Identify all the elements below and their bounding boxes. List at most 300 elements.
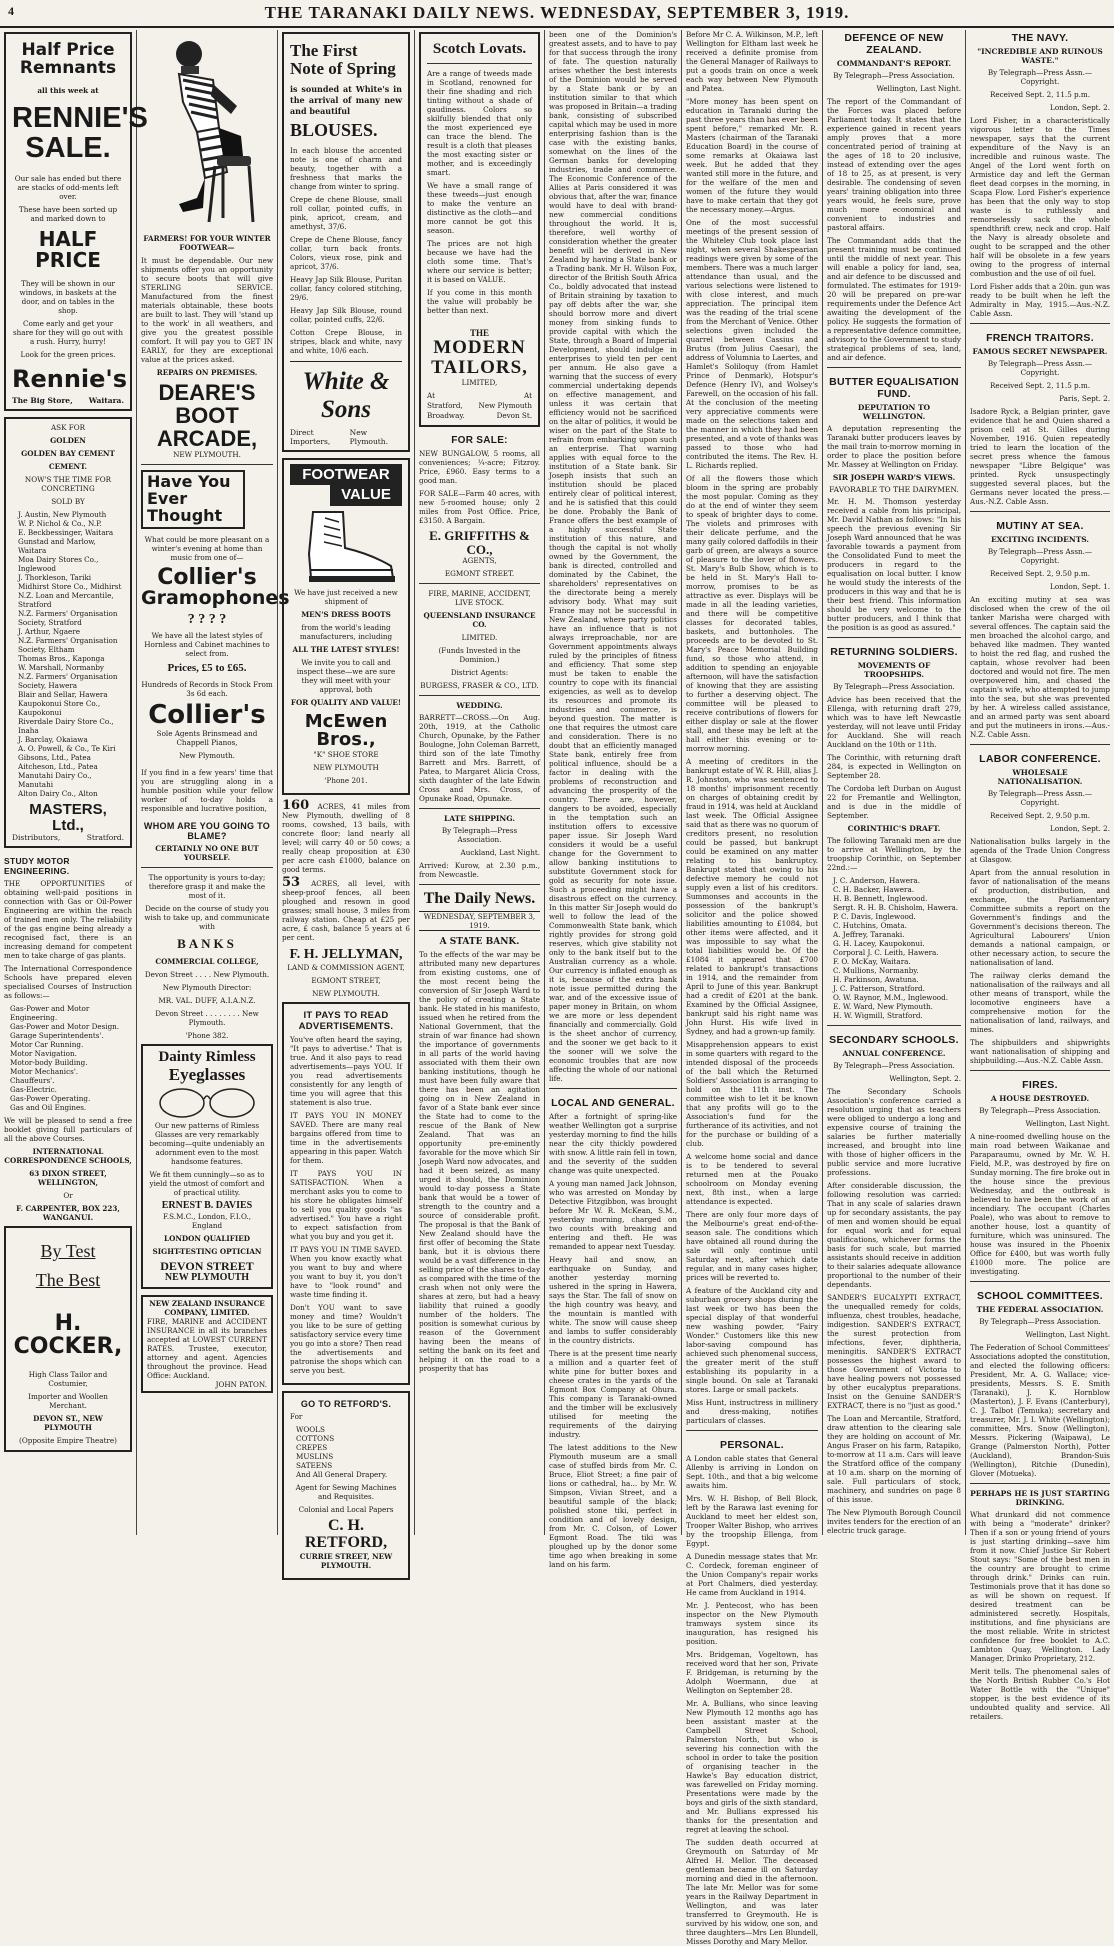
collier-prices: Prices, £5 to £65. bbox=[167, 662, 247, 675]
tailors-tailors: TAILORS, bbox=[431, 357, 528, 379]
schools-p1: The Secondary Schools Association's conference carried a resolution urging that as teachers were obliged to undergo a long and expensive course of training the salaries be further materially increased, and brought into line with those of higher officers in the public service and more lucrative professions. bbox=[827, 1087, 961, 1177]
divider bbox=[970, 323, 1110, 324]
divider bbox=[419, 583, 540, 584]
column-4 bbox=[415, 30, 545, 1535]
committees-heading: SCHOOL COMMITTEES. bbox=[977, 1290, 1103, 1302]
schools-tel: By Telegraph—Press Association. bbox=[833, 1061, 955, 1070]
collier-ad bbox=[141, 470, 290, 814]
scotch-p2: We have a small range of these tweeds—just enough to make the venture an distinctive as the cloth—and more cannot be got this season. bbox=[427, 180, 532, 235]
it-pays-p1: You've often heard the saying, "It pays to advertise." That is true. And it also pays to read advertisements—pays YOU. If you read advertisements consistently for any length of time you will agree that this statement is also true. bbox=[290, 1035, 402, 1108]
schools-p2: After considerable discussion, the following resolution was carried: That in any scale of salaries drawn up for secondary assistants, the pay of men and women should be equal for equal work and for equal qualifications, whichever forms the basis for such scale, but married assistants should receive in addition to their salaries adequate allowance proportional to the number of their dependants. bbox=[827, 1181, 961, 1289]
soldier-name-item: H. Parkinson, Awatuna. bbox=[833, 975, 919, 984]
tailors-the: THE bbox=[469, 327, 489, 338]
corinthic-p1: The following Taranaki men are due to arrive at Wellington, by the troopship Corinthic, on September 22nd.:— bbox=[827, 836, 961, 872]
news-p5: A meeting of creditors in the bankrupt estate of W. R. Hill, alias J. R. Johnston, who was sentenced to 18 months' imprisonment recently on charges of obtaining credit by fraud in 1914, was held at Auckland last week. The Official Assignee said that as there was no quorum of creditors present, no resolution could be passed, but bankrupt could be examined on any matter relating to his bankruptcy. Bankrupt stated that owing to his defective memory he could not supply even a list of his creditors. Summonses and accounts in the possession of the bankrupt's solicitor and the police showed liabilities amounting to £1084, but other items were affected, and it was impossible to say what the total liabilities would be. Of the £1084 it appeared that £700 related to bankrupt's transactions in 1914, and the remainder from April to June of this year. Bankrupt had a credit of £201 at the bank. Examined by the Official Assignee, bankrupt said his right name was John Hurst. His wife lived in Sydney, and had a grown-up family. bbox=[686, 757, 818, 1036]
collier-p1: What could be more pleasant on a winter's evening at home than music from one of— bbox=[144, 534, 270, 562]
davies-london: LONDON QUALIFIED bbox=[164, 1233, 250, 1243]
seller-item: N.Z. Farmers' Organisation Society, Eltham bbox=[18, 635, 118, 654]
course-item: Motor-body Building. bbox=[10, 1058, 88, 1068]
cocker-name: H. COCKER, bbox=[13, 1311, 123, 1360]
labor-heading: LABOR CONFERENCE. bbox=[979, 753, 1101, 765]
divider bbox=[419, 695, 540, 696]
collier-records: Hundreds of Records in Stock From 3s 6d each. bbox=[141, 679, 273, 698]
deare-boot: BOOT bbox=[175, 403, 239, 429]
davies-town: NEW PLYMOUTH bbox=[164, 1271, 250, 1283]
navy-rec: Received Sept. 2, 11.5 p.m. bbox=[989, 90, 1091, 99]
ics-addr2: F. CARPENTER, BOX 223, WANGANUI. bbox=[16, 1204, 120, 1223]
rennie-half-price: HALF PRICE bbox=[35, 226, 101, 272]
qic-p1: FIRE, MARINE, ACCIDENT, LIVE STOCK. bbox=[428, 589, 531, 608]
retford-papers: Colonial and Local Papers bbox=[298, 1505, 394, 1515]
loan-p1: The Loan and Mercantile, Stratford, draw attention to the clearing sale they are holding on account of Mr. Angus Fraser on his farm, Ratapiko, to-morrow at 11 a.m. Cars will leave the Stratford office of the company at 10 a.m. sharp on the morning of sale. Full particulars of stock, machinery, and sundries on page 8 of this issue. bbox=[827, 1414, 961, 1504]
borough-p1: The New Plymouth Borough Council invites tenders for the erection of an electric truck garage. bbox=[827, 1508, 961, 1535]
retford-good-item: COTTONS bbox=[296, 1434, 335, 1444]
divider bbox=[970, 511, 1110, 512]
butter-sub: DEPUTATION TO WELLINGTON. bbox=[857, 403, 931, 421]
seller-item: Blair and Sellar, Hawera bbox=[18, 689, 108, 699]
defence-p2: The Commandant adds that the present training must be continued until the middle of next year. This will enable a policy for land, sea, and air defence to be discussed and formulated. The estimates for 1919-20 will be prepared on pre-war requirements under the Defence Act awaiting the development of the policy. He suggests the formation of a representative defence committee, advisory to the Government to study strategical problems of sea, land, and air defence. bbox=[827, 236, 961, 362]
soldier-name-item: E. W. Ward, New Plymouth. bbox=[833, 1002, 933, 1011]
news-p4: Of all the flowers those which bloom in the spring are probably the most popular. Coming as they do at the end of winter they seem to speak of brighter days to come. The violets and primroses with their delicate perfume, and the many gaily colored daffodils in their garb of green, are always a source of pleasure to the lover of flowers. St. Mary's Bulb Show, which is to be held in St. Mary's Hall to-morrow, promises to be as attractive as ever. Displays will be made in all the leading varieties, and there will be competitive classes for decorated tables, baskets, and buttonholes. The proceeds are to be devoted to St. Mary's Peace Memorial Building fund, so those who attend, in addition to spending an enjoyable afternoon, will have the satisfaction of knowing that they are assisting to further a deserving object. The committee will be pleased to receive contributions of flowers for either display or sale at the flower stall, and these may be left at the hall either this evening or to-morrow morning. bbox=[686, 474, 818, 753]
it-pays-p4: IT PAYS YOU IN TIME SAVED. When you know exactly what you want to buy and where you want to buy it, you don't have to "look round" and waste time finding it. bbox=[290, 1245, 402, 1300]
schools-sub: ANNUAL CONFERENCE. bbox=[842, 1049, 946, 1058]
divider bbox=[419, 808, 540, 809]
french-rec: Received Sept. 2, 11.5 p.m. bbox=[989, 381, 1091, 390]
cocker-by-test: By Test bbox=[40, 1241, 96, 1262]
eyeglasses-p1: Our new patterns of Rimless Glasses are very remarkably becoming—quite undeniably an adornment even to the most handsome features. bbox=[149, 1121, 265, 1167]
fires-tel: By Telegraph—Press Association. bbox=[979, 1106, 1101, 1115]
eyeglasses-l2: Eyeglasses bbox=[168, 1064, 246, 1084]
white-sons-imp: Direct Importers, bbox=[290, 427, 331, 446]
banks-p2: Decide on the course of study you wish to take up, and communicate with bbox=[144, 904, 270, 932]
it-pays-p3: IT PAYS YOU IN SATISFACTION. When a merchant asks you to come to his store he obligates himself to sell you quality goods "as advertised." You have a right to expect satisfaction from what you buy and you get it. bbox=[290, 1169, 402, 1242]
modern-tailors-ad bbox=[419, 32, 540, 427]
rennie-foot-left: The Big Store, bbox=[12, 395, 73, 405]
nzi-body: FIRE, MARINE and ACCIDENT INSURANCE in all its branches accepted at LOWEST CURRENT RATES. Trustee, executor, attorney and agent. Agencies throughout the province. Head Office: Auckland. bbox=[147, 1317, 267, 1381]
it-pays-ad bbox=[282, 1002, 410, 1385]
seller-item: N.Z. Farmers' Organisation Society, Stratford bbox=[18, 608, 118, 627]
labor-sub: WHOLESALE NATIONALISATION. bbox=[997, 768, 1083, 786]
masters-dist: Distributors, bbox=[12, 833, 61, 843]
it-pays-heading: IT PAYS TO READ ADVERTISEMENTS. bbox=[298, 1010, 394, 1033]
study-p1: THE OPPORTUNITIES of obtaining well-paid positions in connection with Gas or Oil-Power Engineering are within the reach of trained men only. The reliability of the gas engine being already a recognised fact, there is an increasing demand for competent men to take charge of gas plants. bbox=[4, 879, 132, 961]
eyeglasses-p2: We fit them cunningly—so as to yield the utmost of comfort and of practical utility. bbox=[149, 1170, 265, 1198]
divider bbox=[970, 1483, 1110, 1484]
seller-item: W. P. Nichol & Co., N.P. bbox=[18, 518, 102, 528]
ward-sub: FAVORABLE TO THE DAIRYMEN. bbox=[829, 485, 959, 494]
land-ad-text: ACRES, 41 miles from New Plymouth, dwelling of 8 rooms, cowshed, 13 bails, with concrete floor; land nearly all level; will carry 40 or 50 cows; a really cheap proposition at £30 per acre cash £1000, balance on good terms. bbox=[282, 802, 410, 875]
seller-item: E. Beckbessinger, Waitara bbox=[18, 527, 114, 537]
seller-item: Thomas Bros., Kaponga bbox=[18, 653, 105, 663]
seller-item: Manutahi Dairy Co., Manutahi bbox=[18, 770, 92, 789]
ics-or: Or bbox=[63, 1191, 73, 1201]
banks-ad bbox=[141, 873, 273, 1040]
defence-sub: COMMANDANT'S REPORT. bbox=[836, 59, 952, 68]
personal-heading: PERSONAL. bbox=[720, 1439, 784, 1451]
mutiny-tel: By Telegraph—Press Assn.—Copyright. bbox=[987, 547, 1093, 565]
soldier-name-item: G. H. Lacey, Kaupokonui. bbox=[833, 939, 925, 948]
rennie-footer bbox=[12, 396, 124, 405]
divider bbox=[419, 884, 540, 885]
retford-goods bbox=[296, 1425, 402, 1479]
cocker-p3: DEVON ST., NEW PLYMOUTH bbox=[33, 1414, 103, 1433]
butter-heading: BUTTER EQUALISATION FUND. bbox=[829, 376, 959, 400]
whom-heading: WHOM ARE YOU GOING TO BLAME? bbox=[143, 821, 271, 842]
course-item: Motor Navigation. bbox=[10, 1049, 77, 1059]
rennie-p4: Come early and get your share for they will go out with a rush. Hurry, hurry! bbox=[12, 318, 124, 346]
mcewen-town: NEW PLYMOUTH bbox=[313, 763, 379, 773]
divider bbox=[827, 637, 961, 638]
rennie-foot-right: Waitara. bbox=[88, 395, 124, 405]
scotch-p1: Are a range of tweeds made in Scotland, renowned for their fine shading and rich tinting without a shade of gaudiness. Colors so skilfully blended that only the most experienced eye can trace the blend. The result is a cloth that pleases the most exacting sister or mother, and is exceedingly smart. bbox=[427, 68, 532, 177]
defence-place: Wellington, Last Night. bbox=[876, 84, 961, 93]
mcewen-shop: "K" SHOE STORE bbox=[313, 750, 379, 760]
banks-person: MR. VAL. DUFF, A.I.A.N.Z. bbox=[158, 995, 256, 1005]
schools-heading: SECONDARY SCHOOLS. bbox=[829, 1034, 959, 1046]
qic-name: QUEENSLAND INSURANCE CO. bbox=[423, 611, 536, 630]
land-ad-acres: 53 bbox=[282, 875, 312, 891]
course-item: Motor Car Running. bbox=[10, 1040, 84, 1050]
jellyman-st: EGMONT STREET, bbox=[311, 976, 381, 986]
masthead-title: THE TARANAKI DAILY NEWS. WEDNESDAY, SEPTEMBER 3, 1919. bbox=[264, 3, 850, 22]
personal-p3: A Dunedin message states that Mr. C. Cordeck, foreman engineer of the Union Company's repair works at Port Chalmers, died yesterday. He came from Auckland in 1914. bbox=[686, 1552, 818, 1597]
davies-street: DEVON STREET bbox=[160, 1258, 254, 1273]
french-tel: By Telegraph—Press Assn.—Copyright. bbox=[987, 359, 1093, 377]
white-sons-footer bbox=[290, 428, 402, 446]
seller-item: W. Marshall, Normanby bbox=[18, 662, 104, 672]
ward-p1: Mr. H. M. Thomson yesterday received a cable from his principal, Mr. David Nathan as follows: "In his speech the previous evening Sir Joseph Ward announced that he was favorable towards a payment from the Consolidated Fund to meet the producers in regard to the equalisation on local butter. I know he would study the interests of the producers in this way and that he is their best friend. This information should be very welcome to the butter producers, and I think that the position is as good as assured." bbox=[827, 497, 961, 632]
qic-p4: BURGESS, FRASER & CO., LTD. bbox=[420, 681, 539, 691]
collier-name-2: Collier's bbox=[148, 699, 266, 730]
soldier-name-item: J. C. Patterson, Stratford. bbox=[833, 984, 925, 993]
mutiny-rec: Received Sept. 2, 9.50 p.m. bbox=[989, 569, 1091, 578]
soldier-name-item: Corporal J. C. Leith, Hawera. bbox=[833, 948, 939, 957]
rennie-logo: Rennie's bbox=[12, 364, 128, 393]
news-p7: A welcome home social and dance is to be tendered to several returned men at the Pouako schoolroom on Monday evening next, 8th inst., when a large attendance is expected. bbox=[686, 1152, 818, 1206]
retford-ad bbox=[282, 1391, 410, 1580]
navy-heading: THE NAVY. bbox=[1011, 32, 1069, 44]
soldier-name-item: H. B. Bennett, Inglewood. bbox=[833, 894, 928, 903]
seller-item: Gibsons, Ltd., Patea bbox=[18, 752, 91, 762]
it-pays-p5: Don't YOU want to save money and time? Wouldn't you like to be sure of getting satisfactory service every time you go into a store? Then read the advertisements and patronise the shops which can serve you best. bbox=[290, 1303, 402, 1376]
seller-item: A. O. Powell, & Co., Te Kiri bbox=[18, 743, 116, 753]
local-p4: There is at the present time nearly a million and a quarter feet of white pine for butter boxes and cheese crates in the yards of the Egmont Box Company at Ohura. This company is Taranaki-owned and the timber will be exclusively utilised for meeting the requirements of the dairying industry. bbox=[549, 1349, 677, 1439]
deare-body: It must be dependable. Our new shipments offer you an opportunity to secure boots that will give STERLING SERVICE. Manufactured from the finest materials obtainable, these boots are built to last. They will 'stand up to the work' in all weathers, and give you the greatest possible comfort. It will pay you to GET IN EARLY, for they are exceptional value at the prices asked. bbox=[141, 256, 273, 364]
soldiers-sub: MOVEMENTS OF TROOPSHIPS. bbox=[857, 661, 931, 679]
cement-cement: CEMENT. bbox=[48, 461, 88, 471]
divider bbox=[970, 1281, 1110, 1282]
cocker-the-best: The Best bbox=[35, 1270, 101, 1291]
divider bbox=[827, 1025, 961, 1026]
retford-name: C. H. RETFORD, bbox=[304, 1517, 388, 1551]
retford-good-item: And All General Drapery. bbox=[296, 1470, 388, 1480]
banks-college: COMMERCIAL COLLEGE, bbox=[155, 956, 259, 966]
navy-place: London, Sept. 2. bbox=[1050, 103, 1110, 112]
spring-l1: The First bbox=[290, 41, 358, 60]
mcewen-ad bbox=[282, 458, 410, 796]
seller-item: J. Thorkleson, Tariki bbox=[18, 572, 92, 582]
committees-sub: THE FEDERAL ASSOCIATION. bbox=[976, 1305, 1104, 1314]
deare-town: NEW PLYMOUTH. bbox=[173, 450, 241, 460]
soldier-name-item: A. Jeffrey, Taranaki. bbox=[833, 930, 905, 939]
soldiers-p1: Advice has been received that the Ellenga, with returning draft 279, which was to have left Newcastle yesterday, will not leave until Friday for Auckland. She will reach Auckland on the 10th or 11th. bbox=[827, 695, 961, 749]
mcewen-p3: from the world's leading manufacturers, including bbox=[299, 622, 393, 641]
personal-p2: Mrs. W. H. Bishop, of Bell Block, left by the Rarawa last evening for Auckland to meet her eldest son, Trooper Walter Bishop, who arrives by the troopship Ellenga, from Egypt. bbox=[686, 1494, 818, 1548]
collier-ever-thought: Ever Thought bbox=[147, 489, 223, 525]
mcewen-p1: We have just received a new shipment of bbox=[294, 587, 398, 606]
blouse-item: Crepe de chene Blouse, small roll collar, pointed cuffs, in pink, apricot, cream, and amethyst, 37/6. bbox=[290, 194, 402, 231]
ics-name: INTERNATIONAL CORRESPONDENCE SCHOOLS, bbox=[4, 1147, 132, 1166]
soldier-name-item: Sergt. R. H. B. Chisholm, Hawera. bbox=[833, 903, 959, 912]
certainly-line: CERTAINLY NO ONE BUT YOURSELF. bbox=[155, 844, 259, 863]
cement-ask: ASK FOR bbox=[50, 422, 86, 432]
retford-agent: Agent for Sewing Machines and Requisites. bbox=[295, 1483, 397, 1502]
column-3 bbox=[278, 30, 415, 1570]
land-ad-item bbox=[282, 798, 410, 875]
retford-good-item: WOOLS bbox=[296, 1425, 325, 1435]
french-sub: FAMOUS SECRET NEWSPAPER. bbox=[972, 347, 1108, 356]
cement-ad bbox=[4, 417, 132, 849]
study-courses-list bbox=[10, 1004, 132, 1112]
navy-p1: Lord Fisher, in a characteristically vigorous letter to the Times newspaper, says that the current expenditure of the Navy is an incredible and ruinous waste. The Angel of the Lord went forth on Armistice day and left the German fleet dead corpses in the morning, in Scapa Flow. Lord Fisher's experience has been that the only way to stop waste is to ruthlessly and remorselessly sack the whole spendthrift crew, neck and crop. Half the Navy is already obsolete and ought to be scrapped and the other half will be obsolete in a few years owing to the progress of internal combustion and the use of oil fuel. bbox=[970, 116, 1110, 278]
banks-p1: The opportunity is yours to-day; therefore grasp it and make the most of it. bbox=[148, 873, 266, 901]
rennie-heading-1: Half Price bbox=[21, 40, 115, 60]
retford-heading: GO TO RETFORD'S. bbox=[300, 1399, 392, 1410]
seller-item: J. Austin, New Plymouth bbox=[18, 509, 107, 519]
collier-p4: New Plymouth. bbox=[179, 751, 235, 761]
tailors-street-2: Devon St. bbox=[496, 411, 532, 421]
for-sale-p2: FOR SALE—Farm 40 acres, with new 5-roomed house; only 2 miles from Post Office. Price, £3150. A Bargain. bbox=[419, 489, 540, 526]
griffiths-st: EGMONT STREET. bbox=[444, 569, 515, 579]
corinthic-heading: CORINTHIC'S DRAFT. bbox=[847, 824, 941, 833]
retford-good-item: CREPES bbox=[296, 1443, 328, 1453]
jellyman-name: F. H. JELLYMAN, bbox=[289, 947, 403, 963]
news-p3: One of the most successful meetings of the present session of the Whiteley Club took place last night, when several Shakespearian readings were given by some of the members. There was a much larger attendance than usual, and the various selections were listened to with close interest, and much appreciation. The principal item was the reading of the trial scene from the Merchant of Venice. Other selections given included the quarrel between Cassius and Brutus (from Julius Caesar), the address of Volumnia to Laertes, and Hamlet's Soliloquy (from Hamlet Prince of Denmark), Hotspur's Defence (Henry IV), and Wolsey's Farewell, on the occasion of his fall. At the conclusion of the meeting very appreciative comments were made on the selections taken and the manner in which they had been presented, and a vote of thanks was passed to those who had contributed the items. The Rev. H. L. Richards replied. bbox=[686, 218, 818, 470]
wedding-heading: WEDDING. bbox=[456, 701, 503, 711]
news-p9: A feature of the Auckland city and suburban grocery shops during the last week or two has been the special display of that wonderful new washing powder, "Fairy Wonder." Customers like this new labor-saving compound has achieved such phenomenal success, the greater merit of the stuff establishing its popularity in a single bound. On sale at Taranaki stores. Large or small packets. bbox=[686, 1286, 818, 1394]
seller-item: J. Arthur, Ngaere bbox=[18, 626, 80, 636]
divider bbox=[970, 1070, 1110, 1071]
wedding-text: BARRETT—CROSS.—On Aug. 20th, 1919, at the Catholic Church, Opunake, by the Father Boulogne, John Coleman Barrett, third son of the late Timothy Barrett and Mrs. Barrett, of Patea, to Margaret Alicia Cross, sixth daughter of the late Edwin Cross and Mrs. Cross, of Opunake Road, Opunake. bbox=[419, 713, 540, 804]
mcewen-p4: ALL THE LATEST STYLES! bbox=[292, 644, 400, 654]
deare-repairs: REPAIRS ON PREMISES. bbox=[156, 368, 258, 377]
seller-item: Aitcheson, Ltd., Patea bbox=[18, 761, 98, 771]
local-general-heading: LOCAL AND GENERAL. bbox=[551, 1097, 675, 1109]
news-p1: Before Mr C. A. Wilkinson, M.P., left Wellington for Eltham last week he received a definite promise from the General Manager of Railways to put a goods train on once a week each way between New Plymouth and Patea. bbox=[686, 30, 818, 93]
course-item: Gas-Power and Motor Engineering. bbox=[10, 1004, 90, 1023]
news-p6: Misapprehension appears to exist in some quarters with regard to the intended disposal of the proceeds of the ball which the Returned Soldiers' Association is arranging to hold on the 11th inst. The committee wish to let it be known that any profits will go to the Association's fund for the furtherance of its activities, and not for the purchase or building of a club. bbox=[686, 1040, 818, 1148]
griffiths-agents: AGENTS, bbox=[462, 556, 497, 566]
collier-gramophones: Gramophones bbox=[141, 586, 290, 609]
collier-have-you: Have You bbox=[147, 472, 231, 492]
schools-place: Wellington, Sept. 2. bbox=[889, 1074, 961, 1083]
deare-ad bbox=[141, 32, 273, 459]
cocker-p4: (Opposite Empire Theatre) bbox=[19, 1436, 117, 1446]
divider bbox=[549, 1088, 677, 1089]
shipping-text: Arrived: Kurow, at 2.30 p.m., from Newcastle. bbox=[419, 861, 540, 880]
spring-blouses: BLOUSES. bbox=[290, 119, 378, 140]
committees-tel: By Telegraph—Press Association. bbox=[979, 1317, 1101, 1326]
sanders-p1: SANDER'S EUCALYPTI EXTRACT, the unequalled remedy for colds, influenza, chest troubles, headache, indigestion. SANDER'S EXTRACT, the surest protection from infections, fever, diphtheria, meningitis. SANDER'S EXTRACT possesses the highest award to those Government of Victoria to have healing powers not possessed by other eucalyptus preparations. Insist on the Genuine SANDER'S EXTRACT, there is no "just as good." bbox=[827, 1293, 961, 1410]
eyeglasses-ad bbox=[141, 1044, 273, 1289]
spring-p1: is sounded at White's in the arrival of many new and beautiful bbox=[290, 83, 402, 116]
retford-good-item: SATEENS bbox=[296, 1461, 333, 1471]
soldier-name-item: F. O. McKay, Waitara. bbox=[833, 957, 911, 966]
qic-p2: (Funds Invested in the Dominion.) bbox=[438, 646, 521, 665]
blouse-item: Heavy Jap Silk Blouse, Puritan collar, fancy colored stitching, 29/6. bbox=[290, 274, 402, 302]
retford-addr: CURRIE STREET, NEW PLYMOUTH. bbox=[299, 1551, 393, 1570]
tailors-address-left bbox=[427, 391, 465, 421]
tailors-ltd: LIMITED, bbox=[461, 378, 498, 388]
divider bbox=[141, 464, 273, 465]
mcewen-phone: 'Phone 201. bbox=[324, 776, 368, 786]
labor-p3: The railway clerks demand the nationalisation of the railways and all other means of transport, while the locomotive engineers have a comprehensive motion for the nationalisation of land, railways, and mines. bbox=[970, 971, 1110, 1034]
seller-item: Riverdale Dairy Store Co., Inaha bbox=[18, 716, 114, 735]
masters-footer bbox=[12, 833, 124, 842]
cement-sold-by: SOLD BY bbox=[51, 496, 85, 506]
navy-tel: By Telegraph—Press Assn.—Copyright. bbox=[987, 68, 1093, 86]
study-p3: We will be pleased to send a free booklet giving full particulars of all the above Courses. bbox=[4, 1116, 132, 1144]
seller-item: Moa Dairy Stores Co., Inglewood bbox=[18, 554, 99, 573]
mcewen-p5: We invite you to call and inspect these—we are sure they will meet with your approval, both bbox=[296, 657, 396, 694]
eyeglasses-icon bbox=[152, 1085, 262, 1119]
paper-title: The Daily News. bbox=[423, 890, 536, 908]
rennie-p1: Our sale has ended but there are stacks of odd-ments left over. bbox=[14, 173, 122, 201]
labor-p2: Apart from the annual resolution in favor of nationalisation of the means of production, distribution, and exchange, the Parliamentary Committee submits a report on the Government's findings and the Government's decisions thereon. The Agricultural Labourers' Union demands a national campaign, or other necessary action, to secure the nationalisation of land. bbox=[970, 868, 1110, 967]
seller-item: N.Z. Farmers' Organisation Society, Hawera bbox=[18, 671, 118, 690]
retford-good-item: MUSLINS bbox=[296, 1452, 334, 1462]
fires-sub: A HOUSE DESTROYED. bbox=[990, 1094, 1090, 1103]
rennie-sale: SALE. bbox=[25, 132, 111, 165]
seller-item: Midhirst Store Co., Midhirst bbox=[18, 581, 122, 591]
mcewen-p6: FOR QUALITY AND VALUE! bbox=[290, 697, 402, 707]
soldier-name-item: P. C. Davis, Inglewood. bbox=[833, 912, 916, 921]
queensland-ad bbox=[419, 589, 540, 690]
spring-p2: In each blouse the accented note is one of charm and beauty, together with a freshness that marks the change from winter to spring. bbox=[290, 145, 402, 191]
divider bbox=[686, 1430, 818, 1431]
fires-heading: FIRES. bbox=[1022, 1079, 1058, 1091]
soldier-name-item: O. W. Raynor, M.M., Inglewood. bbox=[833, 993, 949, 1002]
jellyman-town: NEW PLYMOUTH. bbox=[312, 989, 380, 999]
committees-p1: The Federation of School Committees' Associations adopted the constitution, and elected the following officers: President, Mr. A. G. Wallace; vice-presidents, Messrs. S. E. Smith (Taranaki), J. K. Hornblow (Masterton), J. F. Evans (Canterbury), C. J. Talbot (Temuka); secretary and treasurer, Mr. J. I. White (Wellington); committee, Mrs. Snow (Wellington), Messrs. Pickering (Waipawa), Le Grange (Palmerston North), Potter (Auckland), Brandon-Suis (Wellington), Ritchie (Dunedin), Glover (Motueka). bbox=[970, 1343, 1110, 1478]
column-7 bbox=[823, 30, 966, 1535]
land-ads bbox=[282, 798, 410, 943]
course-item: Garage Superintendents'. bbox=[10, 1031, 104, 1041]
griffiths-name: E. GRIFFITHS & CO., bbox=[429, 528, 530, 557]
news-p8: There are only four more days of the Melbourne's great end-of-the-season sale. The conditions which have obtained all round during the sale will only continue until Saturday next, after which date regular, and in many cases higher, prices will be reverted to. bbox=[686, 1210, 818, 1282]
column-6 bbox=[682, 30, 823, 1946]
banks-addr: Devon Street . . . . New Plymouth. bbox=[144, 969, 270, 979]
white-sons-logo: White & Sons bbox=[290, 361, 402, 424]
tailors-address bbox=[427, 391, 532, 421]
qic-ltd: LIMITED. bbox=[461, 633, 498, 643]
state-bank-heading: A STATE BANK. bbox=[439, 937, 520, 948]
local-p3: Heavy hail and snow, an earthquake on Sunday, and another yesterday morning ushered in the spring in Hawera, says the Star. The fall of snow on the high country was heavy, and the mountain is mantled with white. The snow will cause sheep and lambs to suffer considerably in the country districts. bbox=[549, 1255, 677, 1345]
shipping-place: Auckland, Last Night. bbox=[460, 848, 540, 858]
mutiny-place: London, Sept. 1. bbox=[1050, 582, 1110, 591]
divider bbox=[827, 367, 961, 368]
cocker-ad bbox=[4, 1226, 132, 1452]
blouse-items bbox=[290, 195, 402, 355]
nzi-heading: NEW ZEALAND INSURANCE COMPANY, LIMITED. bbox=[149, 1299, 265, 1318]
nz-insurance-ad bbox=[141, 1295, 273, 1393]
mutiny-heading: MUTINY AT SEA. bbox=[996, 520, 1084, 532]
tailors-modern: MODERN bbox=[433, 337, 526, 359]
scotch-heading: Scotch Lovats. bbox=[432, 41, 527, 57]
masters-town: Stratford. bbox=[86, 833, 124, 843]
study-heading: STUDY MOTOR ENGINEERING. bbox=[4, 856, 70, 877]
butter-p1: A deputation representing the Taranaki butter producers leaves by the mail train to-morrow morning in order to place the position before Mr. Massey at Wellington on Friday. bbox=[827, 424, 961, 469]
defence-p1: The report of the Commandant of the Forces was placed before Parliament today. It states that the experience gained in recent years amply proves that a more concentrated period of training at the ages of 18 to 20 inclusive, instead of extending over the ages of 18 to 25, as at present, is very desirable. The condensing of seven years' training obligation into three years would, he feels sure, prove much more economical and convenient to industries and pastoral affairs. bbox=[827, 97, 961, 232]
study-ad bbox=[4, 856, 132, 1222]
news-p2: "More money has been spent on education in Taranaki during the past three years than has ever been spent before," remarked Mr. R. Masters (chairman of the Taranaki Education Board) in the course of some remarks at Okaiawa last week. But he added that they wanted still more in the future, and for the welfare of the men and women of the future they would have to make certain that they got the necessary money.—Argus. bbox=[686, 97, 818, 214]
footwear-banner-2: VALUE bbox=[330, 485, 402, 506]
course-item: Gas-Power and Motor Design. bbox=[10, 1022, 120, 1032]
banks-phone: 'Phone 382. bbox=[185, 1030, 229, 1040]
ward-heading: SIR JOSEPH WARD'S VIEWS. bbox=[832, 473, 956, 482]
soldiers-tel: By Telegraph—Press Association. bbox=[833, 682, 955, 691]
davies-quals: F.S.M.C., London, F.I.O., England bbox=[162, 1211, 251, 1230]
soldier-name-item: C. H. Backer, Hawera. bbox=[833, 885, 915, 894]
labor-rec: Received Sept. 2, 9.50 p.m. bbox=[989, 811, 1091, 820]
seller-item: Kaupokonui Store Co., Kaupokonui bbox=[18, 698, 101, 717]
personal-p1: A London cable states that General Allenby is arriving in London on Sept. 10th., and that a big welcome awaits him. bbox=[686, 1454, 818, 1490]
blouse-item: Crepe de Chene Blouse, fancy collar, turn back fronts. Colors, vieux rose, pink and apricot, 37/6. bbox=[290, 234, 402, 271]
tailors-street-1: Broadway. bbox=[427, 411, 465, 421]
mutiny-sub: EXCITING INCIDENTS. bbox=[990, 535, 1090, 544]
course-item: Gas-Power Operating. bbox=[10, 1094, 91, 1104]
rennie-heading-2: Remnants bbox=[19, 57, 117, 78]
rennie-p3: They will be shown in our windows, in baskets at the door, and on tables in the shop. bbox=[19, 278, 117, 315]
deare-arcade: ARCADE, bbox=[156, 426, 258, 452]
blouse-item: Cotton Crepe Blouse, in stripes, black and white, navy and white, 10/6 each. bbox=[290, 327, 402, 355]
cement-now: NOW'S THE TIME FOR CONCRETING bbox=[24, 474, 112, 493]
drink-p1: What drunkard did not commence with being a "moderate" drinker? Then if a son or young friend of yours is just starting drinking—save him from it now. Chief Justice Sir Robert Stout says: "Some of the best men in the country are brought to crime through drink." Drinks can ruin. Testimonials prove that it has done so as will be shown on request. If desired treatment can be administered secretly. Hospitals, institutions, and fine physicians are the most reliable. Write in strictest confidence for free booklet to A.C. Lambton Quay, Wellington. Lady Manager, Drinko Proprietary, 212. bbox=[970, 1510, 1110, 1663]
davies-sight: SIGHT-TESTING OPTICIAN bbox=[152, 1246, 262, 1256]
page-number: 4 bbox=[8, 4, 15, 18]
tailors-town-2: New Plymouth bbox=[478, 401, 532, 411]
french-heading: FRENCH TRAITORS. bbox=[986, 332, 1094, 344]
seller-item: Alton Dairy Co., Alton bbox=[18, 788, 98, 798]
divider bbox=[970, 744, 1110, 745]
course-item: Gas and Oil Engines. bbox=[10, 1103, 87, 1113]
local-p1: After a fortnight of spring-like weather Wellington got a surprise yesterday morning to find the hills near the city thickly powdered with snow. A little rain fell in town, and the severity of the sudden change was quite unexpected. bbox=[549, 1112, 677, 1175]
drink-heading: PERHAPS HE IS JUST STARTING DRINKING. bbox=[970, 1489, 1110, 1507]
cement-golden: GOLDEN bbox=[50, 435, 86, 445]
seller-item: N.Z. Loan and Mercantile, Stratford bbox=[18, 590, 114, 609]
personal-p5: Mrs. Bridgeman, Vogeltown, has received word that her son, Private F. Bridgeman, is returning by the Adolph Woermann, due at Wellington on September 28. bbox=[686, 1650, 818, 1695]
state-bank-continued: been one of the Dominion's greatest assets, and to have to pay for that success through the irony of fate. The question naturally arises whether the best interests of the Dominion would be served by a State bank or by an institution similar to that which was proposed in Britain—a trading bank, consisting of subscribed capital which may be used in more enterprising fashion than is the case with the existing banks, somewhat on the lines of the German banks for developing industries, trade and commerce. The Economic Conference of the Allies at Paris considered it was obvious that, after the war, finance would have to deal with brand-new commercial conditions throughout the world. It is, therefore, well worthy of consideration whether the greater benefit will be derived in New Zealand by having a State bank or a Trading bank. Mr H. Wilson Fox, director of the British South Africa Co., boldly advocated that instead of Britain straining by taxation to pay off debts after the war, she should borrow more and divert money from sinking funds to provide capital with which the State, through a Board of Imperial Development, should indulge in enterprises to yield ten per cent per annum. He also gave a warning that the success of every commercial undertaking depends on effective management, and unless it was certain that efficiency would not be sacrificed on the altar of politics, it would be wiser on the part of the State to refrain from embarking upon such an enterprise. That warning applies with equal force to the institution of a State bank. Sir Joseph insists that such an institution should be placed entirely clear of political interest, and he is satisfied that this could be done. Probably the Bank of France offers the best example of a highly successful State institution of this nature, and though the capital is not wholly owned by the Government, the bank is directed, controlled and dominated by the Cabinet, the shareholders' representatives on the directorate being a merely advisory body. What may suit France may not be successful in New Zealand, where party politics have an influence that is not always irreproachable, nor are Government appointments always ruled by the principles of fitness and efficiency. That some step must be taken to enable the country to cope with its financial exigencies, as well as to develop its resources and promote its industries and commerce, is beyond question. The matter is one that requires the utmost care and consideration. There is no doubt that an efficiently managed State bank, entirely free from political influence, should be a factor in dealing with the problems of reconstruction and advancing the prosperity of the country. There are, however, dangers to be avoided, especially in the temptation such an institution offers to excessive paper issue. Sir Joseph Ward considers it would be a useful change for the Government to allow banking institutions to substitute Government stock for gold as security for note issue. Such a proceeding might have a disastrous effect on the currency. In this matter Sir Joseph would do well to follow the lead of the Commonwealth State bank, which rightly provides for strong gold reserves, which give stability not only to the bank itself but to the Australian currency as a whole. Our currency is inflated enough as it is, because of the extra bank note issue permitted during the war, and of the excessive issue of paper money in Britain, on whom we are more or less dependent financially and commercially. Gold is the sheet anchor of currency, and the sooner we get back to it the sooner will we solve the economic troubles that are now affecting the whole of our national life. bbox=[549, 30, 677, 1083]
french-p1: Isadore Ryck, a Belgian printer, gave evidence that he and Quien shared a prison cell at St. Gilles during November, 1916. Quien repeatedly tried to learn the location of the secret press whence the famous newspaper "Libre Belgique" was printed. Ryck unsuspectingly suggested several places, but the Germans never located the press.—Aus.-N.Z. Cable Assn. bbox=[970, 407, 1110, 506]
deare-heading: FARMERS! FOR YOUR WINTER FOOTWEAR— bbox=[143, 234, 271, 252]
scotch-p3: The prices are not high because we have had the cloth some time. That's where our service is better; it is based on VALUE. bbox=[427, 238, 532, 284]
white-sons-town: New Plymouth. bbox=[349, 427, 389, 446]
nzi-manager: JOHN PATON. bbox=[215, 1380, 267, 1390]
collier-name-1: Collier's bbox=[157, 564, 257, 590]
news-p10: Miss Hunt, instructress in millinery and dress-making, notifies particulars of classes. bbox=[686, 1398, 818, 1425]
collier-p5: If you find in a few years' time that you are struggling along in a humble position while your fellow worker of to-day holds a responsible and lucrative position, bbox=[141, 768, 273, 814]
personal-p6: Mr. A. Bullians, who since leaving New Plymouth 12 months ago has been assistant master at the Campbell Street School, Palmerston North, but who is severing his connection with the school in order to take the position of organising teacher in the Hawke's Bay education district, was farewelled on Friday morning. Presentations were made by the boys and girls of the sixth standard, and Mr. Bullians expressed his thanks for the presentation and regret at leaving the school. bbox=[686, 1699, 818, 1834]
defence-heading: DEFENCE OF NEW ZEALAND. bbox=[844, 32, 944, 56]
masters-name: MASTERS, Ltd., bbox=[29, 800, 107, 834]
white-sons-ad bbox=[282, 32, 410, 452]
course-item: Motor Mechanics'. bbox=[10, 1067, 79, 1077]
banks-dir: New Plymouth Director: bbox=[162, 982, 252, 992]
collier-p2: We have all the latest styles of Hornless and Cabinet machines to select from. bbox=[144, 631, 270, 659]
soldier-name-item: J. C. Anderson, Hawera. bbox=[833, 876, 920, 885]
cocker-p1: High Class Tailor and Costumier, bbox=[28, 1370, 108, 1389]
spring-l2: Note of Spring bbox=[290, 58, 396, 78]
